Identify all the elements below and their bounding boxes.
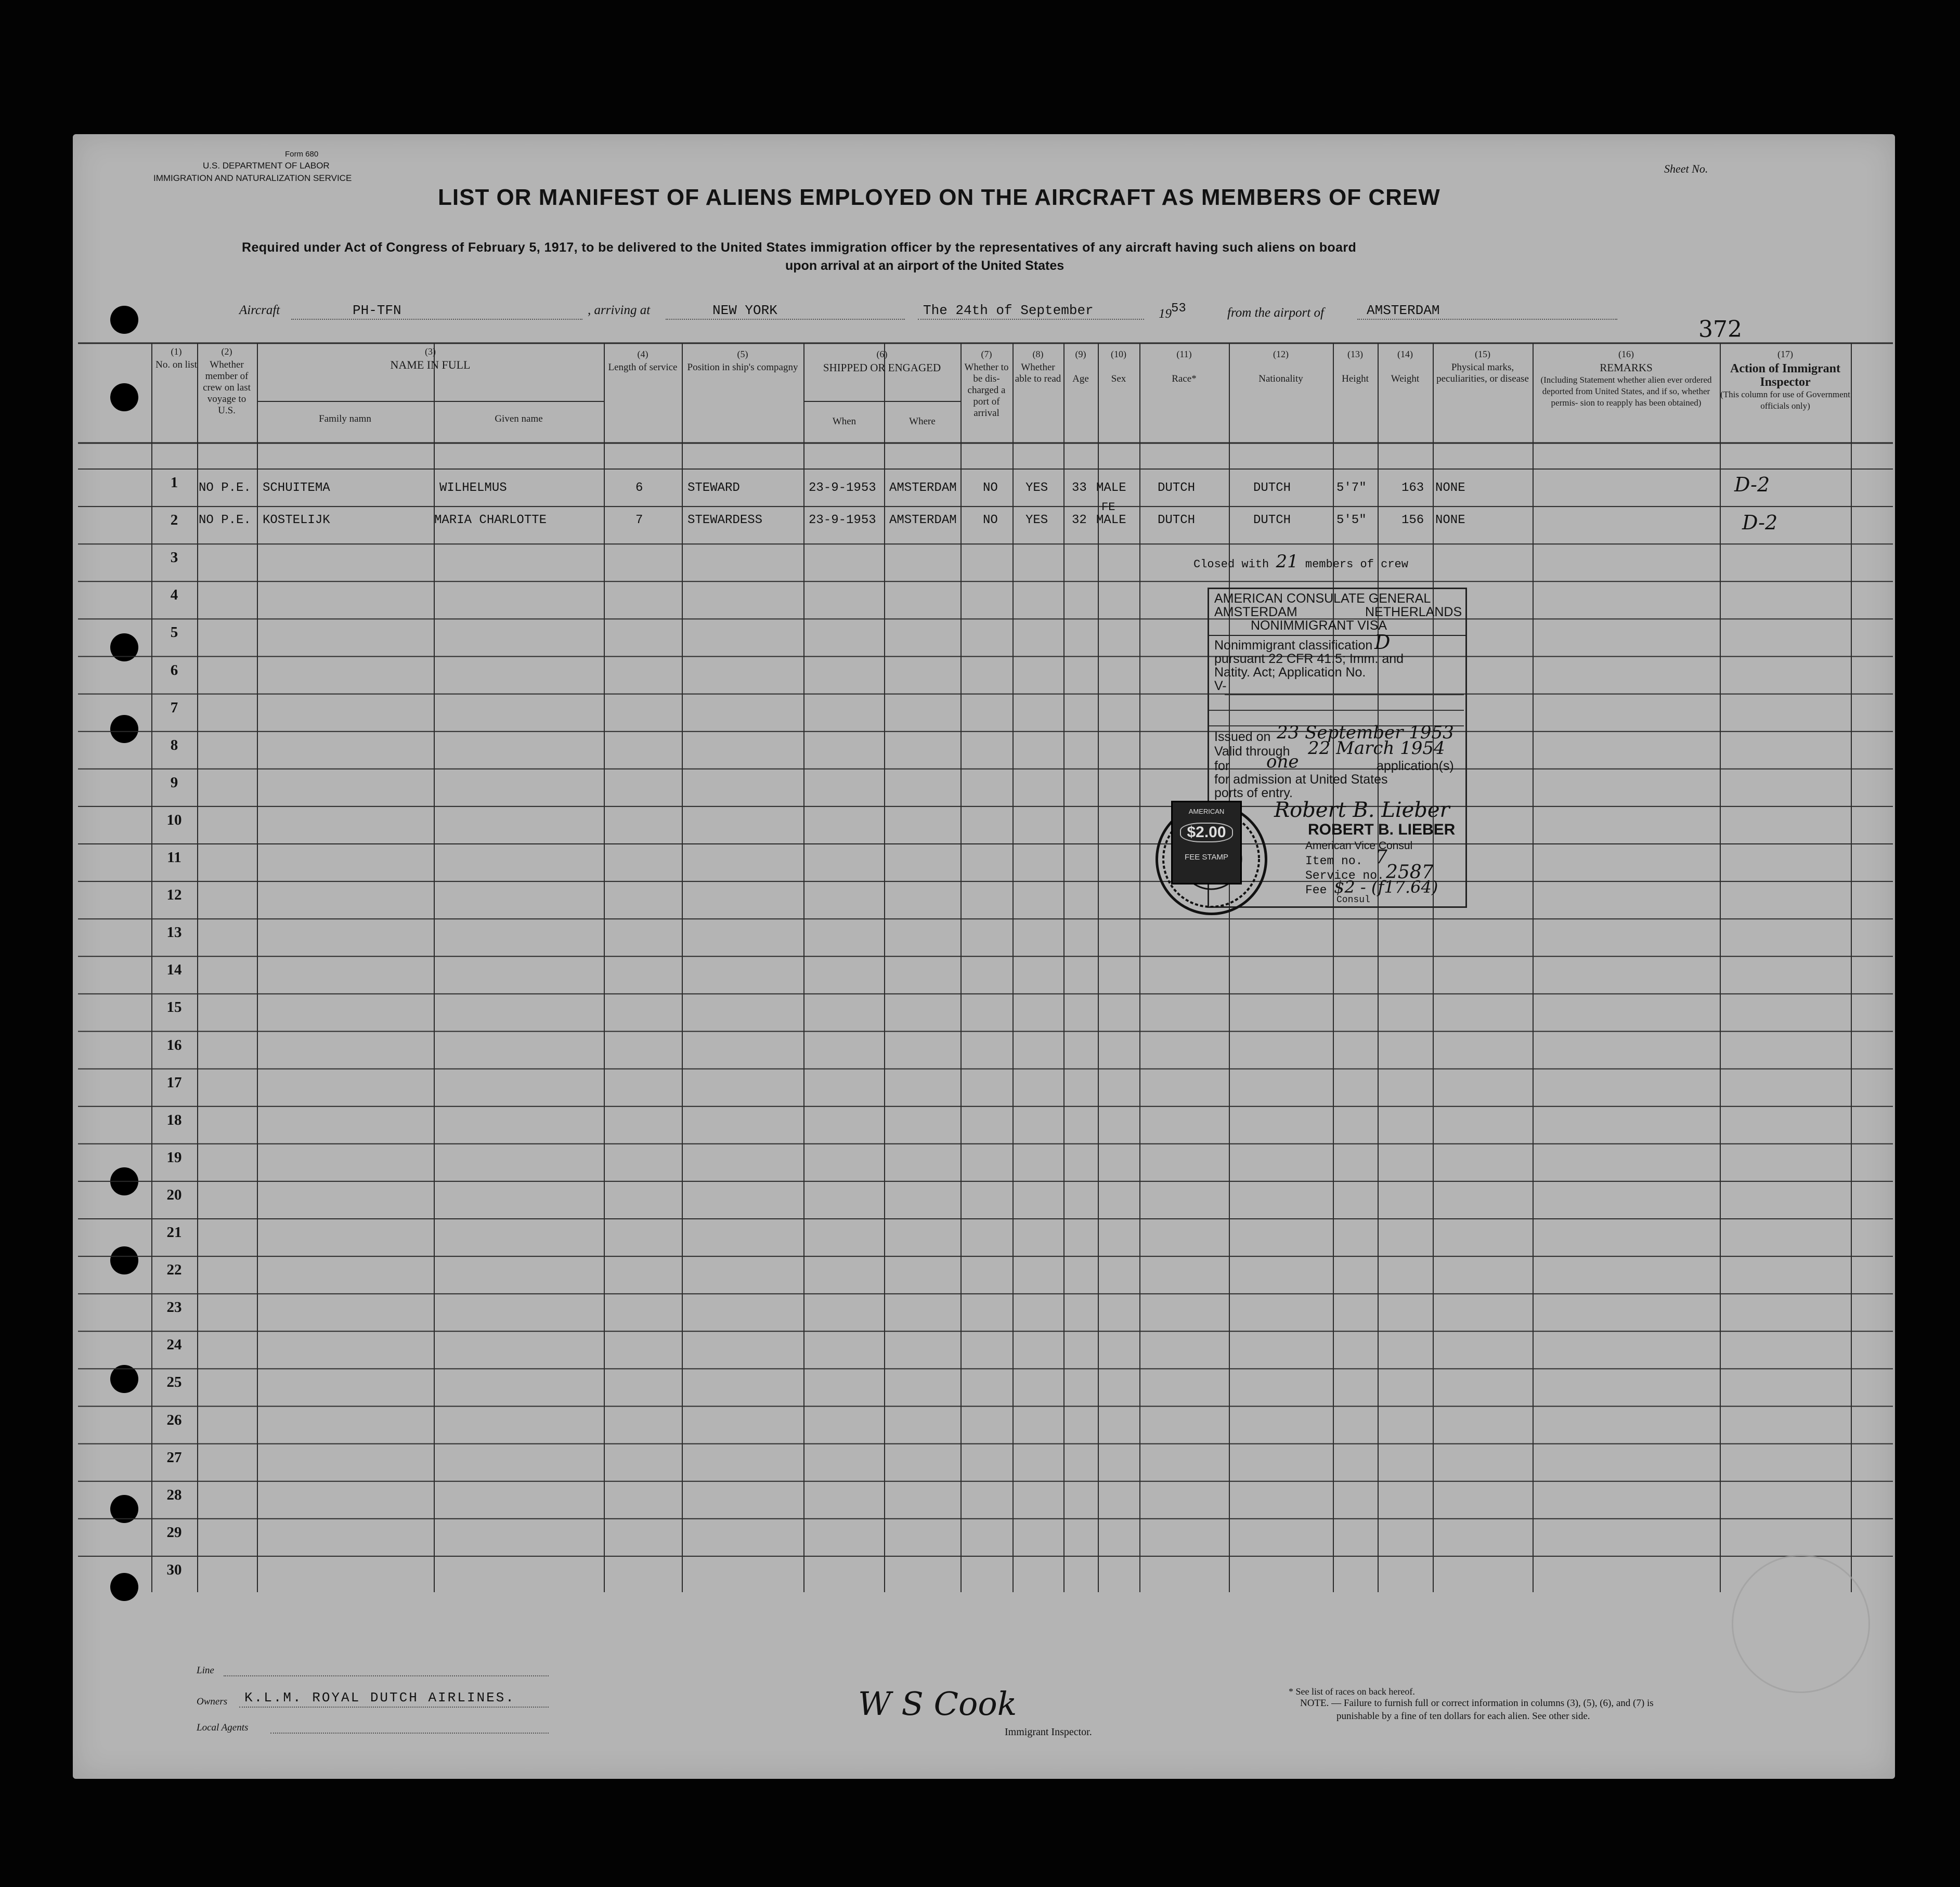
- row-2-sex: MALE: [1096, 513, 1126, 527]
- row-number: 12: [166, 887, 182, 904]
- sheet-number-label: Sheet No.: [1664, 162, 1708, 175]
- row-2-height: 5'5": [1336, 513, 1367, 527]
- row-number: 18: [166, 1111, 182, 1128]
- col-header-11: (11) Race*: [1172, 349, 1197, 384]
- row-1-previous-voyage: NO P.E.: [199, 481, 251, 495]
- row-number: 20: [166, 1186, 182, 1203]
- row-1-age: 33: [1072, 481, 1087, 495]
- row-1-length-of-service: 6: [635, 481, 643, 495]
- agents-underline: [270, 1733, 549, 1734]
- embossed-seal: [1732, 1555, 1870, 1693]
- revenue-stamp-top: AMERICAN: [1188, 808, 1225, 815]
- penalty-note: NOTE. — Failure to furnish full or correct information in columns (3), (5), (6), and (7) is: [1300, 1698, 1654, 1709]
- row-2-age: 32: [1072, 513, 1087, 527]
- col-header-10: (10) Sex: [1111, 349, 1126, 384]
- owners-underline: [239, 1707, 549, 1708]
- aircraft-label: Aircraft: [239, 303, 280, 317]
- consul-name: ROBERT B. LIEBER: [1308, 821, 1456, 838]
- stamp-rule: [1209, 635, 1465, 636]
- row-2-where: AMSTERDAM: [889, 513, 957, 527]
- penalty-note-2: punishable by a fine of ten dollars for each alien. See other side.: [1336, 1711, 1590, 1722]
- aircraft-value: PH-TFN: [353, 303, 401, 318]
- col-header-6-when: When: [832, 416, 856, 427]
- row-number: 17: [166, 1074, 182, 1091]
- row-2-position: STEWARDESS: [687, 513, 763, 527]
- department-name: U.S. DEPARTMENT OF LABOR: [203, 161, 330, 171]
- page-subtitle-2: upon arrival at an airport of the United States: [785, 258, 1065, 273]
- year-suffix: 53: [1171, 302, 1186, 316]
- stamp-classification-value: D: [1374, 631, 1391, 654]
- row-number: 9: [170, 774, 178, 791]
- row-number: 2: [170, 512, 178, 529]
- year-prefix: 19: [1159, 307, 1172, 321]
- row-1-when: 23-9-1953: [809, 481, 876, 495]
- page-title: LIST OR MANIFEST OF ALIENS EMPLOYED ON THE AIRCRAFT AS MEMBERS OF CREW: [438, 185, 1440, 210]
- row-number: 26: [166, 1411, 182, 1428]
- owners-value: K.L.M. ROYAL DUTCH AIRLINES.: [244, 1690, 515, 1706]
- col-header-1: (1) No. on list: [155, 346, 197, 370]
- stamp-applications: application(s): [1377, 759, 1454, 773]
- from-airport-value: AMSTERDAM: [1367, 303, 1440, 318]
- stamp-service-label: Service no.: [1305, 869, 1384, 882]
- row-number: 11: [167, 849, 181, 866]
- fee-revenue-stamp: [1171, 801, 1242, 884]
- row-1-sex: MALE: [1096, 481, 1126, 495]
- col-header-6: (6) SHIPPED OR ENGAGED: [823, 349, 941, 374]
- arriving-value: NEW YORK: [712, 303, 777, 318]
- col-header-3: (3) NAME IN FULL: [390, 346, 471, 371]
- col-header-13: (13) Height: [1342, 349, 1369, 384]
- row-1-position: STEWARD: [687, 481, 740, 495]
- from-airport-label: from the airport of: [1227, 306, 1324, 320]
- row-1-given-name: WILHELMUS: [439, 481, 507, 495]
- row-2-inspector-action: D-2: [1742, 511, 1778, 534]
- col-header-7: (7) Whether to be dis- charged a port of arrival: [964, 349, 1009, 419]
- row-1-inspector-action: D-2: [1734, 473, 1770, 496]
- form-number: Form 680: [285, 150, 319, 159]
- inspector-signature: W S Cook: [858, 1685, 1017, 1723]
- row-1-family-name: SCHUITEMA: [263, 481, 330, 495]
- row-1-weight: 163: [1401, 481, 1424, 495]
- col-header-2: (2) Whether member of crew on last voyage to U.S.: [203, 346, 251, 416]
- col-header-6-where: Where: [909, 416, 936, 427]
- row-2-nationality: DUTCH: [1253, 513, 1291, 527]
- arrival-date: The 24th of September: [923, 303, 1094, 318]
- row-number: 3: [170, 549, 178, 566]
- col-header-4: (4) Length of service: [608, 349, 678, 373]
- stamp-visa-type: NONIMMIGRANT VISA: [1251, 618, 1387, 633]
- row-number: 4: [170, 587, 178, 604]
- stamp-act: Natity. Act; Application No.: [1214, 665, 1366, 680]
- row-number: 1: [170, 474, 178, 491]
- inspector-label: Immigrant Inspector.: [1005, 1726, 1092, 1738]
- stamp-for-value: one: [1266, 751, 1299, 772]
- row-1-nationality: DUTCH: [1253, 481, 1291, 495]
- row-number: 6: [170, 661, 178, 679]
- row-2-physical-marks: NONE: [1435, 513, 1465, 527]
- row-number: 8: [170, 736, 178, 753]
- row-number: 27: [166, 1449, 182, 1466]
- stamp-admission: for admission at United States: [1214, 772, 1388, 787]
- stamp-fee-label: Fee: [1305, 883, 1327, 897]
- races-note: * See list of races on back hereof.: [1289, 1686, 1415, 1697]
- col-header-16: (16) REMARKS (Including Statement whether alien ever ordered deported from United States, and if so, whether permis- sion to reapply has been obtained): [1540, 349, 1712, 408]
- local-agents-label: Local Agents: [197, 1722, 249, 1733]
- closed-with-note: Closed with 21 members of crew: [1193, 551, 1408, 572]
- row-number: 23: [166, 1299, 182, 1316]
- row-number: 28: [166, 1486, 182, 1503]
- col-header-12: (12) Nationality: [1258, 349, 1303, 384]
- col-header-17: (17) Action of Immigrant Inspector (This column for use of Government officials only): [1720, 349, 1850, 411]
- row-2-length-of-service: 7: [635, 513, 643, 527]
- stamp-valid-label: Valid through: [1214, 744, 1290, 759]
- line-underline: [224, 1675, 549, 1676]
- row-number: 22: [166, 1261, 182, 1279]
- row-1-height: 5'7": [1336, 481, 1367, 495]
- stamp-consul-word: Consul: [1336, 895, 1370, 905]
- stamp-ports: ports of entry.: [1214, 786, 1293, 800]
- row-number: 19: [166, 1149, 182, 1166]
- consul-signature: Robert B. Lieber: [1274, 798, 1450, 822]
- row-2-discharged: NO: [983, 513, 998, 527]
- service-name: IMMIGRATION AND NATURALIZATION SERVICE: [153, 173, 352, 183]
- row-2-able-to-read: YES: [1026, 513, 1048, 527]
- stamp-item-value: 7: [1375, 847, 1387, 868]
- owners-label: Owners: [197, 1696, 228, 1707]
- row-2-when: 23-9-1953: [809, 513, 876, 527]
- page-number: 372: [1698, 316, 1742, 343]
- row-number: 29: [166, 1524, 182, 1541]
- stamp-consulate: AMERICAN CONSULATE GENERAL: [1214, 591, 1431, 606]
- stamp-rule: [1209, 710, 1464, 711]
- stamp-valid-date: 22 March 1954: [1308, 738, 1445, 759]
- stamp-classification: Nonimmigrant classification: [1214, 638, 1373, 653]
- row-2-family-name: KOSTELIJK: [263, 513, 330, 527]
- row-1-where: AMSTERDAM: [889, 481, 957, 495]
- row-number: 14: [166, 961, 182, 979]
- row-1-able-to-read: YES: [1026, 481, 1048, 495]
- arriving-label: , arriving at: [588, 303, 651, 317]
- row-number: 5: [170, 624, 178, 641]
- row-number: 30: [166, 1561, 182, 1578]
- col-header-15: (15) Physical marks, peculiarities, or disease: [1436, 349, 1529, 384]
- col-header-5: (5) Position in ship's compagny: [687, 349, 798, 373]
- stamp-for-label: for: [1214, 759, 1230, 773]
- stamp-item-label: Item no.: [1305, 854, 1363, 868]
- revenue-stamp-bottom: FEE STAMP: [1185, 853, 1228, 862]
- row-number: 13: [166, 924, 182, 941]
- stamp-issued-date: 23 September 1953: [1277, 722, 1454, 743]
- row-number: 24: [166, 1336, 182, 1354]
- stamp-fee-value: $2 - (f17.64): [1334, 877, 1438, 897]
- col-header-9: (9) Age: [1072, 349, 1089, 384]
- col-header-8: (8) Whether able to read: [1015, 349, 1061, 384]
- stamp-country: NETHERLANDS: [1365, 605, 1462, 619]
- row-number: 21: [166, 1224, 182, 1241]
- row-number: 10: [166, 811, 182, 828]
- consul-title: American Vice Consul: [1305, 840, 1413, 852]
- stamp-regulation: pursuant 22 CFR 41.5; Imm. and: [1214, 652, 1404, 666]
- row-2-weight: 156: [1401, 513, 1424, 527]
- row-number: 25: [166, 1374, 182, 1391]
- stamp-city: AMSTERDAM: [1214, 605, 1297, 619]
- stamp-rule: [1225, 694, 1464, 695]
- row-number: 16: [166, 1036, 182, 1053]
- stamp-issued-label: Issued on: [1214, 730, 1271, 744]
- revenue-stamp-amount: $2.00: [1180, 823, 1233, 842]
- row-number: 7: [170, 699, 178, 716]
- col-header-3-given: Given name: [495, 413, 543, 424]
- col-header-3-family: Family namn: [319, 413, 371, 424]
- line-label: Line: [197, 1665, 214, 1676]
- row-2-given-name: MARIA CHARLOTTE: [434, 513, 547, 527]
- stamp-application: V-: [1214, 679, 1227, 693]
- row-number: 15: [166, 999, 182, 1016]
- col-header-14: (14) Weight: [1391, 349, 1420, 384]
- row-2-sex-prefix: FE: [1101, 501, 1115, 514]
- row-1-physical-marks: NONE: [1435, 481, 1465, 495]
- row-2-previous-voyage: NO P.E.: [199, 513, 251, 527]
- row-2-race: DUTCH: [1158, 513, 1196, 527]
- stamp-service-value: 2587: [1386, 862, 1434, 883]
- row-1-discharged: NO: [983, 481, 998, 495]
- page-subtitle: Required under Act of Congress of February 5, 1917, to be delivered to the United States immigration officer by the representatives of any aircraft having such aliens on board: [242, 240, 1357, 255]
- row-1-race: DUTCH: [1158, 481, 1196, 495]
